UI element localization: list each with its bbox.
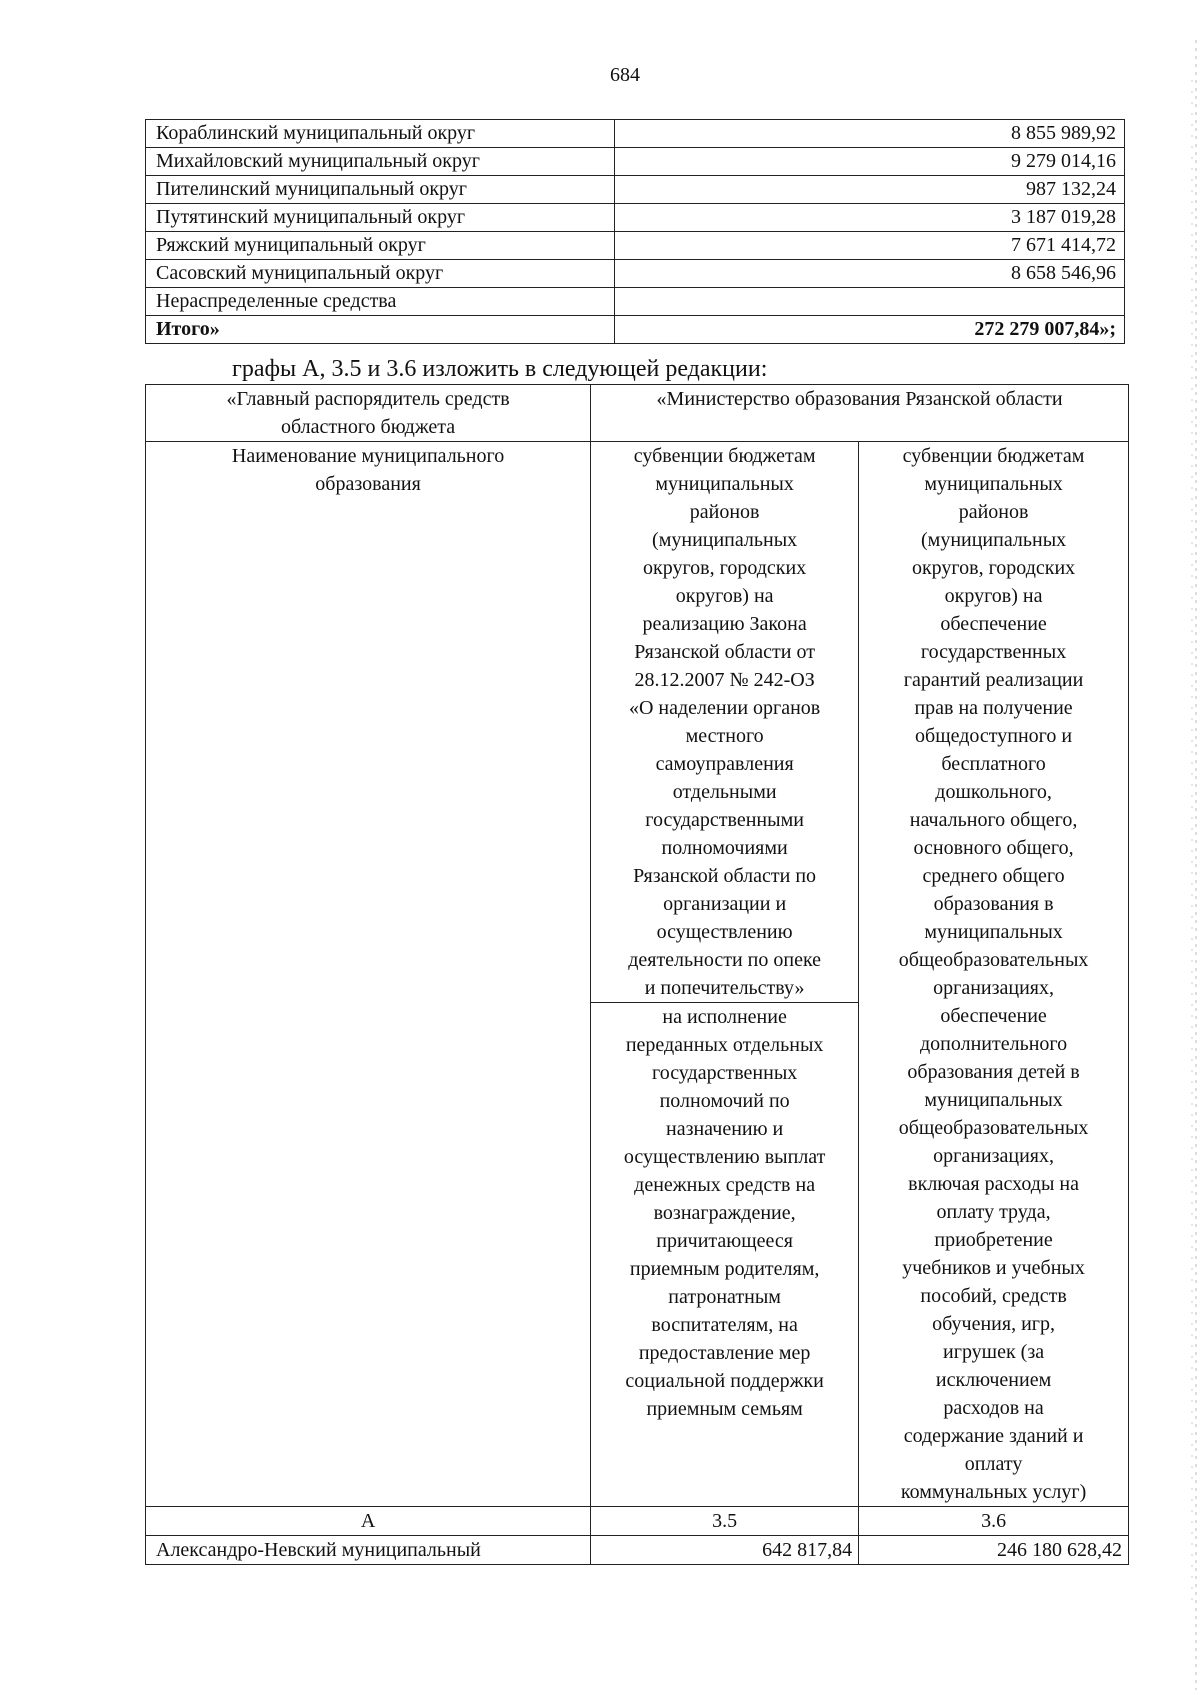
table-row <box>146 1536 1129 1565</box>
amendment-caption: графы А, 3.5 и 3.6 изложить в следующей редакции: <box>232 356 768 382</box>
header-chief-distributor: «Главный распорядитель средств областного бюджета <box>146 385 591 442</box>
column-number-a: А <box>146 1507 591 1536</box>
municipality-name: Ряжский муниципальный округ <box>146 232 615 260</box>
table-row <box>146 260 1125 288</box>
table-row <box>146 148 1125 176</box>
municipality-name: Кораблинский муниципальный округ <box>146 120 615 148</box>
table-row <box>146 176 1125 204</box>
allocation-value: 3 187 019,28 <box>615 204 1125 232</box>
municipality-name: Путятинский муниципальный округ <box>146 204 615 232</box>
header-row-distributor <box>146 385 1129 442</box>
scan-edge-artifact <box>1188 0 1200 1695</box>
municipality-name: Александро-Невский муниципальный <box>146 1536 591 1565</box>
municipality-name: Сасовский муниципальный округ <box>146 260 615 288</box>
table-row <box>146 120 1125 148</box>
table-row <box>146 288 1125 316</box>
allocation-value: 987 132,24 <box>615 176 1125 204</box>
allocation-value <box>615 288 1125 316</box>
allocation-value: 7 671 414,72 <box>615 232 1125 260</box>
total-value: 272 279 007,84»; <box>615 316 1125 344</box>
allocation-value: 8 658 546,96 <box>615 260 1125 288</box>
header-municipality-name: Наименование муниципального образования <box>146 442 591 1507</box>
municipality-name: Михайловский муниципальный округ <box>146 148 615 176</box>
column-number-3-6: 3.6 <box>859 1507 1129 1536</box>
table-row <box>146 204 1125 232</box>
header-ministry: «Министерство образования Рязанской области <box>591 385 1129 442</box>
value-3-5: 642 817,84 <box>591 1536 859 1565</box>
allocation-table-top <box>145 119 1125 344</box>
page-number: 684 <box>610 64 640 86</box>
table-row <box>146 232 1125 260</box>
column-number-3-5: 3.5 <box>591 1507 859 1536</box>
municipality-name: Нераспределенные средства <box>146 288 615 316</box>
municipality-name: Пителинский муниципальный округ <box>146 176 615 204</box>
value-3-6: 246 180 628,42 <box>859 1536 1129 1565</box>
total-row <box>146 316 1125 344</box>
header-row-columns-top <box>146 442 1129 1003</box>
header-column-3-5-top: субвенции бюджетам муниципальных районов (муниципальных округов, городских округов) на реализацию Закона Рязанской области от 28.12.2007 № 242-ОЗ «О наделении органов местного самоуправления отдельными государственными полномочиями Рязанской области по организации и осуществлению деятельности по опеке и попечительству» <box>591 442 859 1003</box>
allocation-value: 8 855 989,92 <box>615 120 1125 148</box>
allocation-rows <box>146 120 1125 344</box>
column-number-row <box>146 1507 1129 1536</box>
header-column-3-6: субвенции бюджетам муниципальных районов (муниципальных округов, городских округов) на обеспечение государственных гарантий реализации прав на получение общедоступного и бесплатного дошкольного, начального общего, основного общего, среднего общего образования в муниципальных общеобразовательных организациях, обеспечение дополнительного образования детей в муниципальных общеобразовательных организациях, включая расходы на оплату труда, приобретение учебников и учебных пособий, средств обучения, игр, игрушек (за исключением расходов на содержание зданий и оплату коммунальных услуг) <box>859 442 1129 1507</box>
total-label: Итого» <box>146 316 615 344</box>
header-column-3-5-bottom: на исполнение переданных отдельных государственных полномочий по назначению и осуществлению выплат денежных средств на вознаграждение, причитающееся приемным родителям, патронатным воспитателям, на предоставление мер социальной поддержки приемным семьям <box>591 1003 859 1507</box>
allocation-table-bottom <box>145 384 1129 1565</box>
allocation-value: 9 279 014,16 <box>615 148 1125 176</box>
